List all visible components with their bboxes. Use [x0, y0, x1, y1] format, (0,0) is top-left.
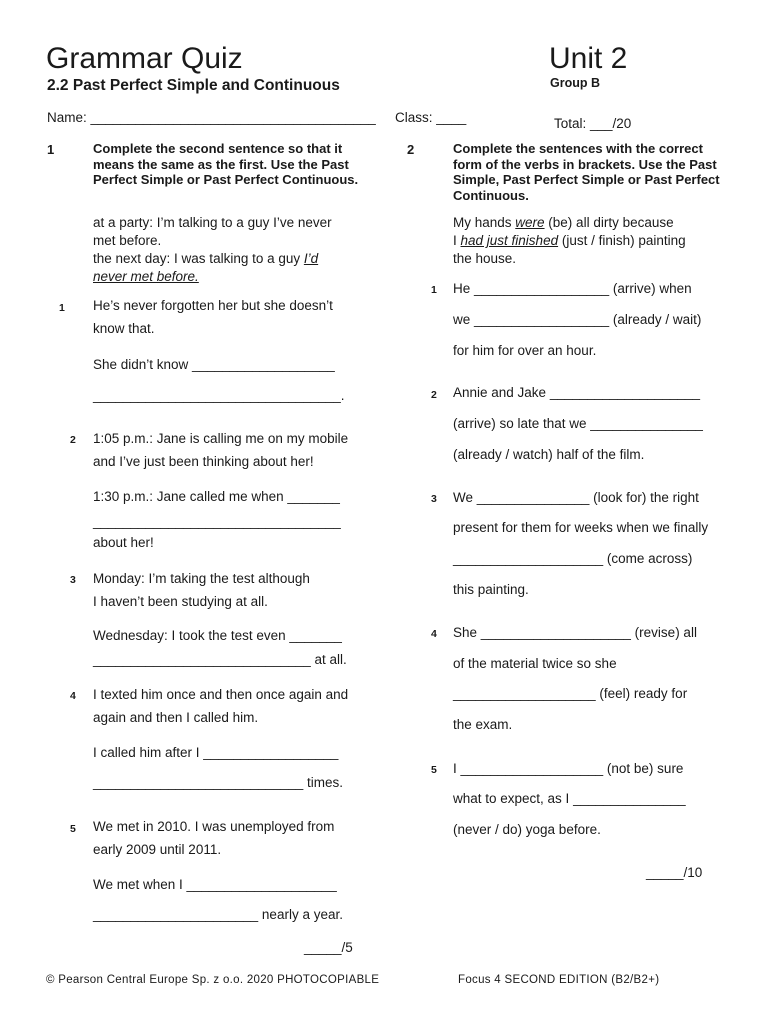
- s1-item1-number: 1: [59, 302, 65, 314]
- section1-example-answer: I’d: [303, 251, 319, 266]
- s1-item1-line2: know that.: [93, 321, 155, 336]
- s2-example-suffix1: (be) all dirty because: [544, 215, 674, 230]
- footer-copyright: © Pearson Central Europe Sp. z o.o. 2020 PHOTOCOPIABLE: [46, 974, 380, 986]
- s2-item2-line2: (arrive) so late that we _______________: [453, 416, 703, 431]
- unit-label: Unit 2: [549, 42, 628, 75]
- section2-instruction: Complete the sentences with the correct form of the verbs in brackets. Use the Past Simple, Past Perfect Simple or Past Perfect Continuous.: [453, 141, 720, 203]
- s2-item2-line1: Annie and Jake ____________________: [453, 385, 700, 400]
- s2-item2-number: 2: [431, 389, 437, 401]
- section1-example-answer-cont: never met before.: [93, 269, 199, 284]
- section2-score: _____/10: [646, 865, 703, 880]
- section1-example-line2: met before.: [93, 233, 162, 248]
- s1-item4-line4: ____________________________ times.: [93, 775, 343, 790]
- s1-item5-line2: early 2009 until 2011.: [93, 842, 222, 857]
- s1-item5-line3: We met when I ____________________: [93, 877, 337, 892]
- s1-item4-line2: again and then I called him.: [93, 710, 259, 725]
- section1-score: _____/5: [304, 940, 353, 955]
- s1-item3-number: 3: [70, 574, 76, 586]
- s2-item1-number: 1: [431, 284, 437, 296]
- name-field: Name: ______________________________________: [47, 110, 376, 125]
- s1-item2-number: 2: [70, 434, 76, 446]
- s1-item5-number: 5: [70, 823, 76, 835]
- s2-item5-line3: (never / do) yoga before.: [453, 822, 601, 837]
- s1-item4-line1: I texted him once and then once again and: [93, 687, 349, 702]
- s2-item4-number: 4: [431, 628, 437, 640]
- s2-item1-line1: He __________________ (arrive) when: [453, 281, 692, 296]
- section2-number: 2: [407, 142, 415, 157]
- s2-item5-line1: I ___________________ (not be) sure: [453, 761, 684, 776]
- s1-item3-line4: _____________________________ at all.: [93, 652, 347, 667]
- s2-item4-line2: of the material twice so she: [453, 656, 617, 671]
- s2-item4-line1: She ____________________ (revise) all: [453, 625, 697, 640]
- s1-item1-line1: He’s never forgotten her but she doesn’t: [93, 298, 333, 313]
- s2-item5-line2: what to expect, as I _______________: [453, 791, 686, 806]
- s2-item1-line3: for him for over an hour.: [453, 343, 597, 358]
- s1-item4-number: 4: [70, 690, 76, 702]
- section1-number: 1: [47, 142, 55, 157]
- group-label: Group B: [550, 76, 600, 90]
- s2-item3-line3: ____________________ (come across): [453, 551, 693, 566]
- s2-item4-line4: the exam.: [453, 717, 513, 732]
- s2-example-answer1: were: [515, 215, 545, 230]
- s2-item1-line2: we __________________ (already / wait): [453, 312, 702, 327]
- s1-item2-line3: 1:30 p.m.: Jane called me when _______: [93, 489, 340, 504]
- s2-item3-line2: present for them for weeks when we finally: [453, 520, 709, 535]
- s1-item1-line3: She didn’t know ___________________: [93, 357, 335, 372]
- s1-item3-line1: Monday: I’m taking the test although: [93, 571, 310, 586]
- s2-item2-line3: (already / watch) half of the film.: [453, 447, 645, 462]
- section1-example-line1: at a party: I’m talking to a guy I’ve never: [93, 215, 332, 230]
- s2-example-answer2: had just finished: [460, 233, 559, 248]
- section2-example-line3: the house.: [453, 251, 517, 266]
- section2-example-line2: [453, 232, 686, 250]
- class-field: Class: ____: [395, 110, 467, 125]
- section1-instruction: Complete the second sentence so that it means the same as the first. Use the Past Perfect Simple or Past Perfect Continuous.: [93, 141, 359, 187]
- section1-example-line3: [93, 250, 318, 268]
- s1-item2-line5: about her!: [93, 535, 154, 550]
- s2-item3-line1: We _______________ (look for) the right: [453, 490, 699, 505]
- s1-item4-line3: I called him after I __________________: [93, 745, 339, 760]
- s2-example-prefix1: My hands: [453, 215, 516, 230]
- s1-item2-line1: 1:05 p.m.: Jane is calling me on my mobile: [93, 431, 349, 446]
- s2-item3-line4: this painting.: [453, 582, 529, 597]
- s1-item3-line3: Wednesday: I took the test even _______: [93, 628, 342, 643]
- section1-example-prefix: the next day: I was talking to a guy: [93, 251, 304, 266]
- total-field: Total: ___/20: [554, 116, 632, 131]
- quiz-subtitle: 2.2 Past Perfect Simple and Continuous: [47, 77, 340, 94]
- s1-item2-line2: and I’ve just been thinking about her!: [93, 454, 314, 469]
- footer-edition: Focus 4 SECOND EDITION (B2/B2+): [458, 974, 660, 986]
- quiz-title: Grammar Quiz: [46, 42, 243, 75]
- s2-item5-number: 5: [431, 764, 437, 776]
- s2-item4-line3: ___________________ (feel) ready for: [453, 686, 688, 701]
- s2-item3-number: 3: [431, 493, 437, 505]
- section2-example-line1: [453, 214, 674, 232]
- s2-example-prefix2: I: [453, 233, 461, 248]
- s2-example-suffix2: (just / finish) painting: [558, 233, 686, 248]
- s1-item2-line4: _________________________________: [93, 514, 341, 529]
- s1-item1-line4: _________________________________.: [93, 388, 345, 403]
- s1-item5-line4: ______________________ nearly a year.: [93, 907, 343, 922]
- s1-item3-line2: I haven’t been studying at all.: [93, 594, 268, 609]
- s1-item5-line1: We met in 2010. I was unemployed from: [93, 819, 335, 834]
